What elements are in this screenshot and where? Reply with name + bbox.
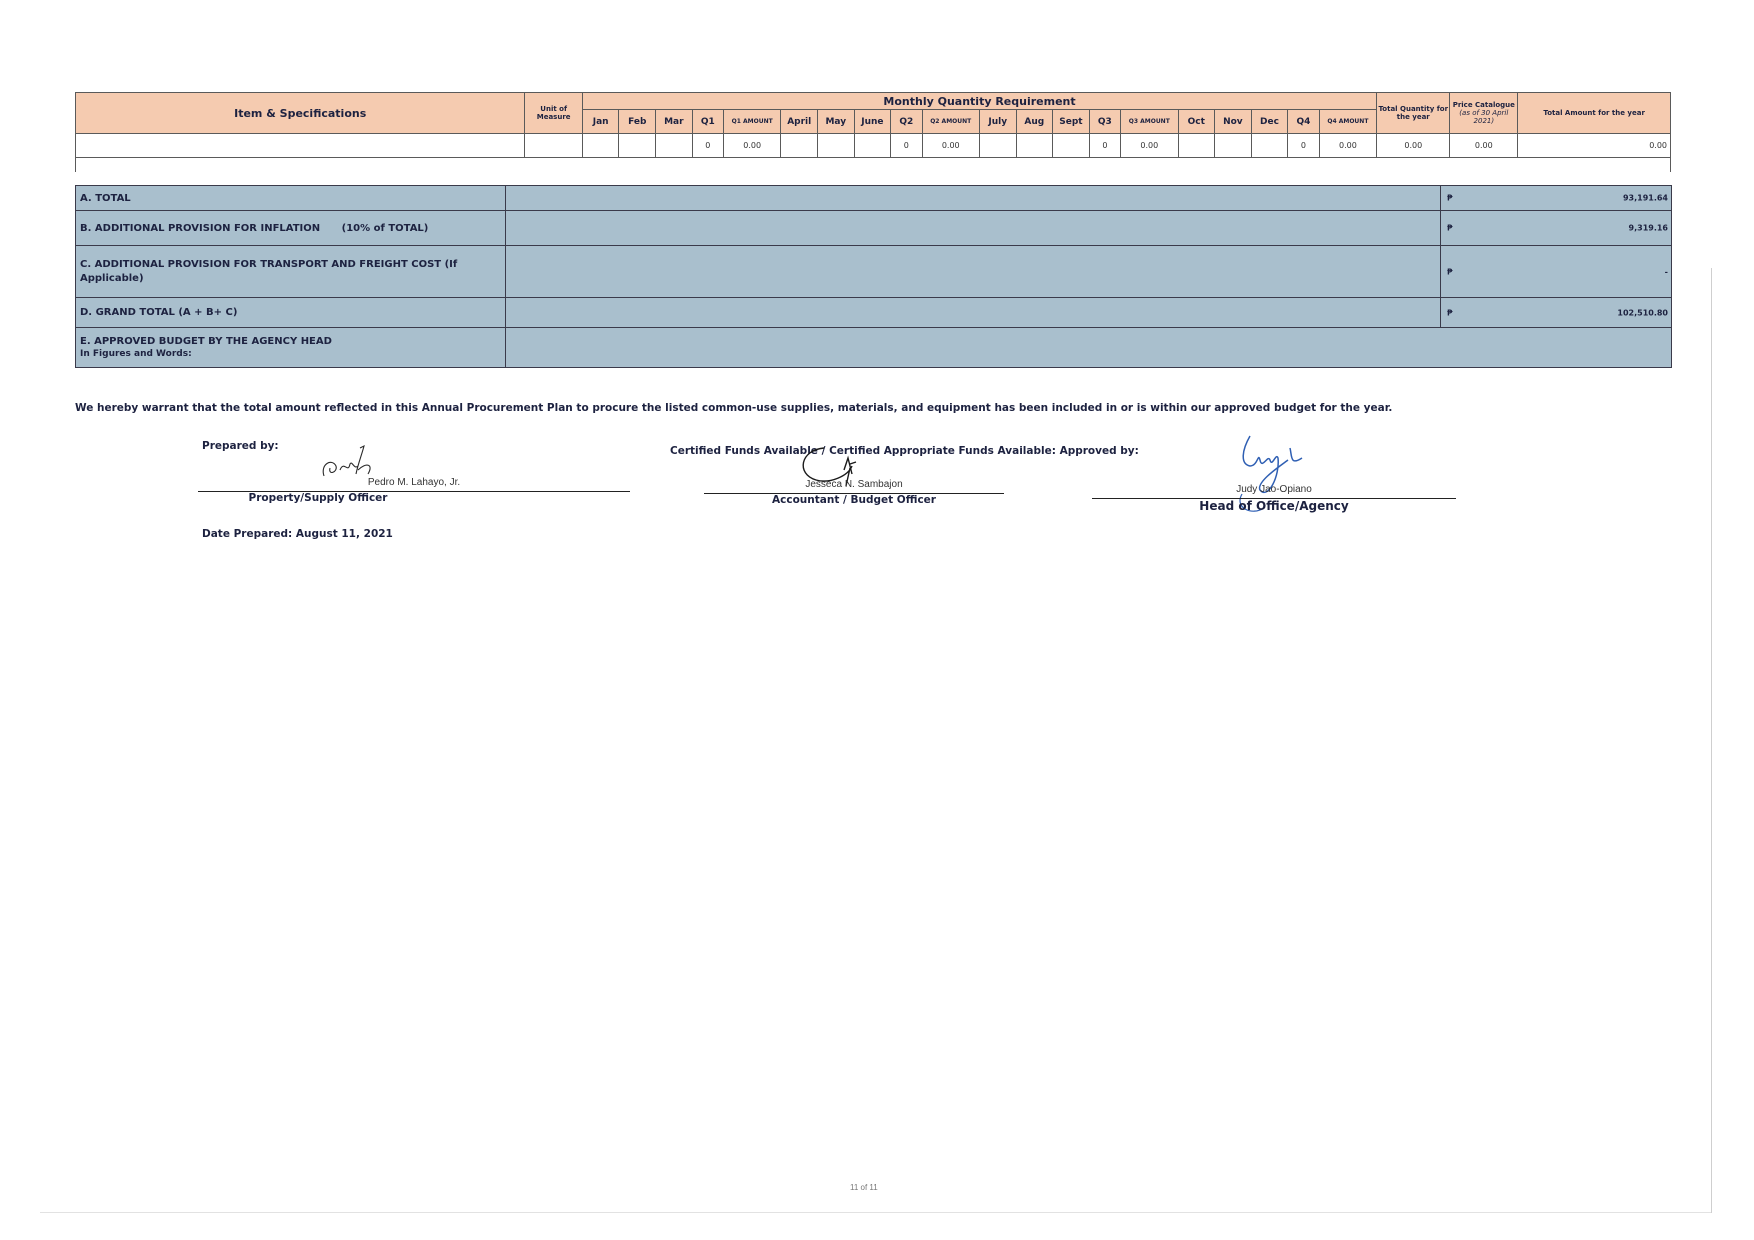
header-quarter: Q1 <box>692 110 723 134</box>
month-cell <box>582 134 619 158</box>
month-cell <box>619 134 656 158</box>
table-row <box>76 134 1671 158</box>
header-unit-of-measure: Unit of Measure <box>525 93 582 134</box>
header-quarter-amount: Q3 AMOUNT <box>1121 110 1178 134</box>
month-cell <box>1053 134 1090 158</box>
total-value: 93,191.64 <box>1622 193 1668 203</box>
header-month: Feb <box>619 110 656 134</box>
header-quarter-amount: Q4 AMOUNT <box>1319 110 1377 134</box>
header-month: Oct <box>1178 110 1215 134</box>
summary-row-grand-total <box>76 298 1672 328</box>
date-prepared: Date Prepared: August 11, 2021 <box>202 528 393 540</box>
inflation-label <box>76 211 506 246</box>
price-cell: 0.00 <box>1450 134 1518 158</box>
inflation-label-text: B. ADDITIONAL PROVISION FOR INFLATION <box>80 222 321 234</box>
scan-edge-divider <box>1711 268 1712 1213</box>
q4-amount-cell: 0.00 <box>1319 134 1377 158</box>
peso-sign: ₱ <box>1447 193 1453 203</box>
header-month: Mar <box>656 110 693 134</box>
peso-sign: ₱ <box>1447 308 1453 317</box>
price-catalogue-title: Price Catalogue <box>1452 101 1515 109</box>
month-cell <box>781 134 818 158</box>
q4-cell: 0 <box>1288 134 1319 158</box>
certified-funds-label: Certified Funds Available / Certified Appropriate Funds Available: Approved by: <box>670 445 1139 457</box>
month-cell <box>854 134 891 158</box>
transport-label: C. ADDITIONAL PROVISION FOR TRANSPORT AND FREIGHT COST (If Applicable) <box>76 246 506 298</box>
q1-amount-cell: 0.00 <box>723 134 780 158</box>
certified-name: Jesseca N. Sambajon <box>805 479 903 490</box>
inflation-note: (10% of TOTAL) <box>341 222 429 234</box>
q1-cell: 0 <box>692 134 723 158</box>
header-month: May <box>818 110 855 134</box>
header-quarter-amount: Q1 AMOUNT <box>723 110 780 134</box>
summary-row-approved <box>76 328 1672 368</box>
table-spacer-row <box>76 158 1671 172</box>
summary-row-total <box>76 186 1672 211</box>
header-price-catalogue <box>1450 93 1518 134</box>
prepared-signature-icon <box>318 440 398 482</box>
summary-fill <box>506 328 1672 368</box>
price-catalogue-note: (as of 30 April 2021) <box>1459 109 1509 125</box>
scan-bottom-divider <box>40 1212 1711 1213</box>
header-month: April <box>781 110 818 134</box>
transport-amount <box>1441 246 1672 298</box>
month-cell <box>1251 134 1288 158</box>
procurement-table <box>75 92 1671 172</box>
page-number: 11 of 11 <box>850 1183 878 1192</box>
month-cell <box>1016 134 1053 158</box>
header-quarter-amount: Q2 AMOUNT <box>922 110 979 134</box>
q3-amount-cell: 0.00 <box>1121 134 1178 158</box>
summary-fill <box>506 186 1441 211</box>
q2-cell: 0 <box>891 134 922 158</box>
approved-label <box>76 328 506 368</box>
approved-role: Head of Office/Agency <box>1199 499 1349 513</box>
header-month: July <box>979 110 1016 134</box>
grand-total-value: 102,510.80 <box>1617 308 1668 317</box>
grand-total-label: D. GRAND TOTAL (A + B+ C) <box>76 298 506 328</box>
total-amount <box>1441 186 1672 211</box>
month-cell <box>1215 134 1252 158</box>
item-cell <box>76 134 525 158</box>
total-quantity-cell: 0.00 <box>1377 134 1450 158</box>
approved-label-text: E. APPROVED BUDGET BY THE AGENCY HEAD <box>80 335 332 347</box>
total-amount-cell: 0.00 <box>1518 134 1671 158</box>
header-month: Nov <box>1215 110 1252 134</box>
warrant-statement: We hereby warrant that the total amount reflected in this Annual Procurement Plan to procure the listed common-use supplies, materials, and equipment has been included in or is within our approved budget for the year. <box>75 402 1393 414</box>
header-quarter: Q2 <box>891 110 922 134</box>
total-label: A. TOTAL <box>76 186 506 211</box>
inflation-amount <box>1441 211 1672 246</box>
inflation-value: 9,319.16 <box>1628 223 1668 233</box>
summary-fill <box>506 298 1441 328</box>
summary-row-inflation <box>76 211 1672 246</box>
approved-sub-label: In Figures and Words: <box>80 348 192 359</box>
header-quarter: Q4 <box>1288 110 1319 134</box>
grand-total-amount <box>1441 298 1672 328</box>
transport-value: - <box>1664 267 1668 276</box>
month-cell <box>1178 134 1215 158</box>
header-month: Dec <box>1251 110 1288 134</box>
prepared-name: Pedro M. Lahayo, Jr. <box>367 477 461 488</box>
certified-role: Accountant / Budget Officer <box>772 494 936 506</box>
header-quarter: Q3 <box>1089 110 1120 134</box>
q3-cell: 0 <box>1089 134 1120 158</box>
header-month: June <box>854 110 891 134</box>
unit-cell <box>525 134 582 158</box>
month-cell <box>818 134 855 158</box>
month-cell <box>656 134 693 158</box>
header-total-quantity: Total Quantity for the year <box>1377 93 1450 134</box>
approved-name: Judy Jao-Opiano <box>1236 484 1312 495</box>
header-monthly-quantity: Monthly Quantity Requirement <box>582 93 1376 110</box>
peso-sign: ₱ <box>1447 267 1453 276</box>
month-cell <box>979 134 1016 158</box>
summary-fill <box>506 211 1441 246</box>
summary-table <box>75 185 1672 368</box>
header-total-amount: Total Amount for the year <box>1518 93 1671 134</box>
peso-sign: ₱ <box>1447 223 1453 233</box>
summary-fill <box>506 246 1441 298</box>
q2-amount-cell: 0.00 <box>922 134 979 158</box>
prepared-role: Property/Supply Officer <box>248 492 388 504</box>
header-item-specifications: Item & Specifications <box>76 93 525 134</box>
header-month: Aug <box>1016 110 1053 134</box>
prepared-by-label: Prepared by: <box>202 440 279 452</box>
header-month: Jan <box>582 110 619 134</box>
summary-row-transport <box>76 246 1672 298</box>
header-month: Sept <box>1053 110 1090 134</box>
